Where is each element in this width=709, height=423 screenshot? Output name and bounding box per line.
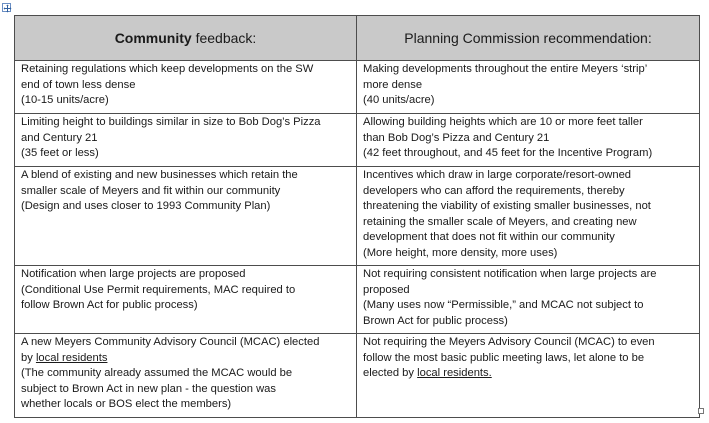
feedback-comparison-table	[14, 15, 700, 418]
table-row	[15, 114, 700, 167]
community-cell	[15, 334, 357, 418]
planning-cell	[357, 266, 700, 334]
table-row	[15, 167, 700, 266]
cell-line: Not requiring the Meyers Advisory Council (MCAC) to even	[363, 336, 655, 348]
cell-line: Incentives which draw in large corporate/resort-owned	[363, 169, 632, 181]
cell-line: developers who can afford the requirements, thereby	[363, 184, 625, 197]
cell-line: end of town less dense	[21, 78, 136, 91]
cell-line: follow Brown Act for public process)	[21, 299, 198, 312]
cell-line: Brown Act for public process)	[363, 314, 508, 327]
community-cell	[15, 266, 357, 334]
cell-line: Making developments throughout the entire Meyers ‘strip’	[363, 63, 648, 75]
cell-line: follow the most basic public meeting laws, let alone to be	[363, 351, 645, 364]
cell-line: threatening the viability of existing smaller businesses, not	[363, 200, 651, 213]
cell-line: Allowing building heights which are 10 or more feet taller	[363, 116, 643, 128]
cell-line: proposed	[363, 283, 410, 296]
cell-line: more dense	[363, 78, 423, 91]
community-cell	[15, 114, 357, 167]
cell-line: than Bob Dog’s Pizza and Century 21	[363, 131, 550, 144]
table-row	[15, 61, 700, 114]
table-resize-handle[interactable]	[698, 408, 704, 414]
cell-line: (42 feet throughout, and 45 feet for the Incentive Program)	[363, 147, 653, 160]
underlined-local-residents: local residents.	[417, 367, 492, 380]
table-move-handle-icon[interactable]	[2, 3, 11, 12]
planning-cell	[357, 167, 700, 266]
cell-line: smaller scale of Meyers and fit within our community	[21, 184, 281, 197]
cell-line	[363, 366, 694, 382]
cell-line: Retaining regulations which keep developments on the SW	[21, 63, 314, 75]
cell-line	[21, 351, 351, 367]
cell-text: elected by	[363, 367, 418, 380]
community-cell	[15, 167, 357, 266]
cell-line: Notification when large projects are proposed	[21, 268, 246, 280]
cell-line: retaining the smaller scale of Meyers, and creating new	[363, 215, 637, 228]
cell-line: subject to Brown Act in new plan - the question was	[21, 382, 276, 395]
header-row	[15, 16, 700, 61]
table-row	[15, 266, 700, 334]
cell-line: (35 feet or less)	[21, 147, 99, 160]
cell-line: (The community already assumed the MCAC would be	[21, 367, 293, 380]
cell-line: and Century 21	[21, 131, 98, 144]
planning-cell	[357, 61, 700, 114]
header-community-rest: feedback:	[191, 30, 257, 46]
cell-line: Limiting height to buildings similar in size to Bob Dog’s Pizza	[21, 116, 321, 128]
cell-line: (10-15 units/acre)	[21, 94, 109, 107]
cell-line: (More height, more density, more uses)	[363, 246, 558, 259]
community-cell	[15, 61, 357, 114]
planning-cell	[357, 114, 700, 167]
underlined-local-residents: local residents	[35, 351, 108, 364]
planning-commission-header: Planning Commission recommendation:	[357, 16, 700, 61]
cell-line: (Design and uses closer to 1993 Community Plan)	[21, 200, 271, 213]
cell-line: whether locals or BOS elect the members)	[21, 398, 232, 411]
cell-line: A blend of existing and new businesses which retain the	[21, 169, 298, 181]
cell-line: A new Meyers Community Advisory Council (MCAC) elected	[21, 336, 320, 348]
cell-line: (Conditional Use Permit requirements, MAC required to	[21, 283, 296, 296]
planning-cell	[357, 334, 700, 418]
cell-line: (40 units/acre)	[363, 94, 435, 107]
cell-line: Not requiring consistent notification when large projects are	[363, 268, 657, 280]
cell-text: by	[21, 351, 36, 364]
cell-line: development that does not fit within our community	[363, 231, 615, 244]
header-community-bold: Community	[114, 30, 192, 46]
community-feedback-header	[15, 16, 357, 61]
cell-line: (Many uses now “Permissible,” and MCAC not subject to	[363, 299, 644, 312]
table-row	[15, 334, 700, 418]
